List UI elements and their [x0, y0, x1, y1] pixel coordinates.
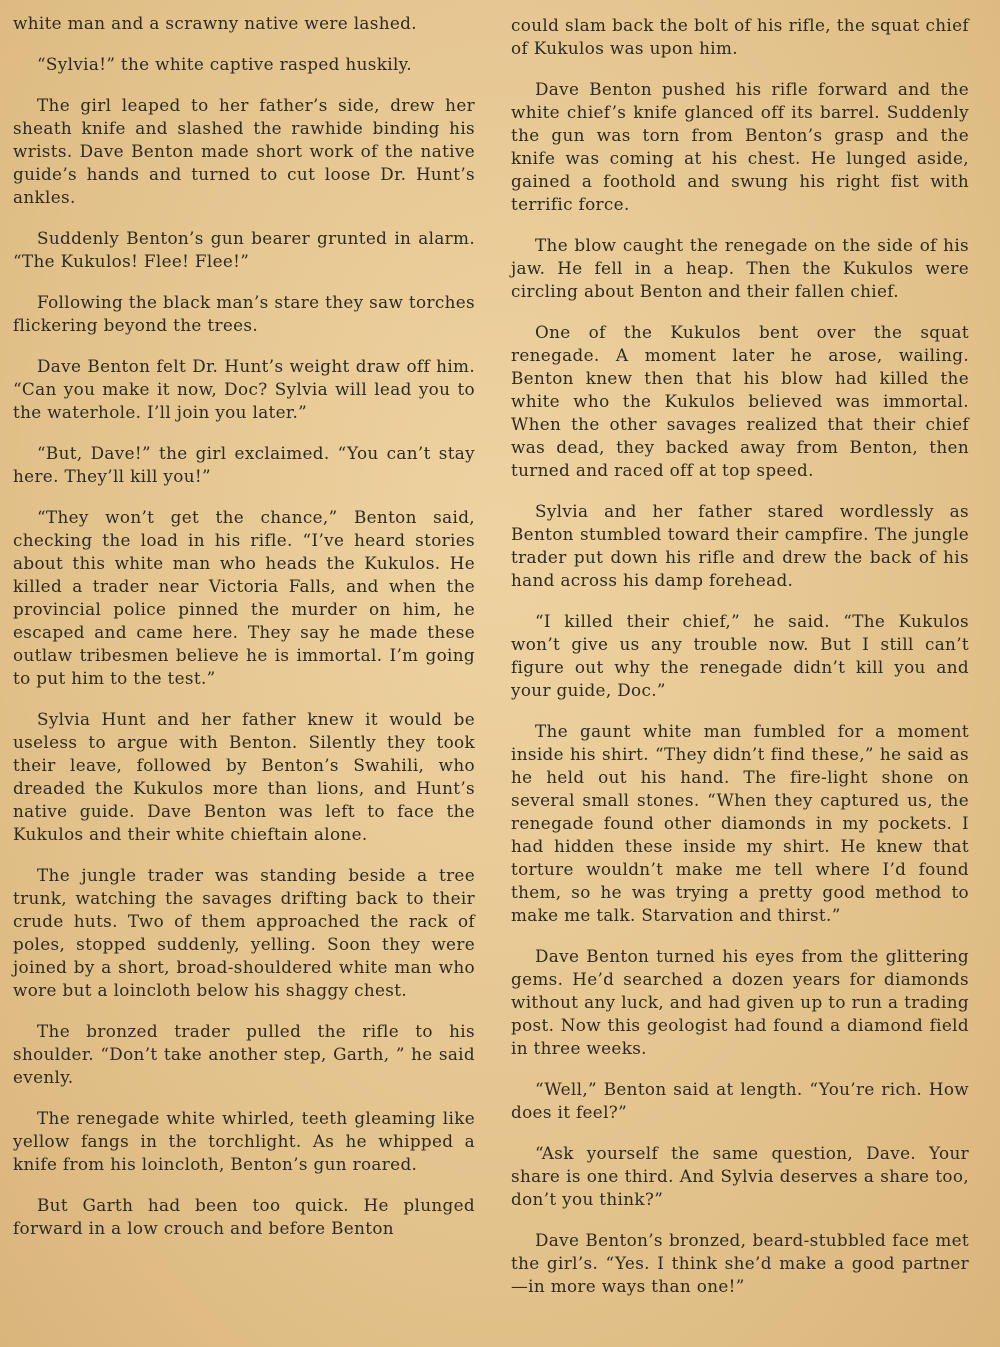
paragraph: The renegade white whirled, teeth gleaming like yellow fangs in the torchlight. As he whipped a knife from his loincloth, Benton’s gun roared. [13, 1108, 475, 1174]
paragraph: “Sylvia!” the white captive rasped huskily. [37, 54, 412, 74]
paragraph: “They won’t get the chance,” Benton said, checking the load in his rifle. “I’ve heard stories about this white man who heads the Kukulos. He killed a trader near Victoria Falls, and when the provincial police pinned the murder on him, he escaped and came here. They say he made these outlaw tribesmen believe he is immortal. I’m going to put him to the test.” [13, 507, 475, 688]
paragraph: could slam back the bolt of his rifle, the squat chief of Kukulos was upon him. [511, 15, 969, 58]
paragraph: Following the black man’s stare they saw torches flickering beyond the trees. [13, 292, 475, 335]
paragraph: Dave Benton felt Dr. Hunt’s weight draw off him. “Can you make it now, Doc? Sylvia will lead you to the waterhole. I’ll join you later.” [13, 356, 475, 422]
paragraph: white man and a scrawny native were lashed. [13, 13, 417, 33]
paragraph: Suddenly Benton’s gun bearer grunted in alarm. “The Kukulos! Flee! Flee!” [13, 228, 475, 271]
paragraph: One of the Kukulos bent over the squat renegade. A moment later he arose, wailing. Benton knew then that his blow had killed the white who the Kukulos believed was immortal. When the other savages realized that their chief was dead, they backed away from Benton, then turned and raced off at top speed. [511, 322, 969, 480]
paragraph: Sylvia Hunt and her father knew it would be useless to argue with Benton. Silently they took their leave, followed by Benton’s Swahili, who dreaded the Kukulos more than lions, and Hunt’s native guide. Dave Benton was left to face the Kukulos and their white chieftain alone. [13, 709, 475, 844]
paragraph: The girl leaped to her father’s side, drew her sheath knife and slashed the rawhide binding his wrists. Dave Benton made short work of the native guide’s hands and turned to cut loose Dr. Hunt’s ankles. [13, 95, 475, 207]
paragraph: The blow caught the renegade on the side of his jaw. He fell in a heap. Then the Kukulos were circling about Benton and their fallen chief. [511, 235, 969, 301]
paragraph: But Garth had been too quick. He plunged forward in a low crouch and before Benton [13, 1195, 475, 1238]
paragraph: The jungle trader was standing beside a tree trunk, watching the savages drifting back to their crude huts. Two of them approached the rack of poles, stopped suddenly, yelling. Soon they were joined by a short, broad-shouldered white man who wore but a loincloth below his shaggy chest. [13, 865, 475, 1000]
right-column [511, 0, 969, 1316]
paragraph: The gaunt white man fumbled for a moment inside his shirt. “They didn’t find these,” he said as he held out his hand. The fire-light shone on several small stones. “When they captured us, the renegade found other diamonds in my pockets. I had hidden these inside my shirt. He knew that torture wouldn’t make me tell where I’d found them, so he was trying a pretty good method to make me talk. Starvation and thirst.” [511, 721, 969, 925]
paragraph: “Ask yourself the same question, Dave. Your share is one third. And Sylvia deserves a share too, don’t you think?” [511, 1143, 969, 1209]
paragraph: Dave Benton turned his eyes from the glittering gems. He’d searched a dozen years for diamonds without any luck, and had given up to run a trading post. Now this geologist had found a diamond field in three weeks. [511, 946, 969, 1058]
paragraph: The bronzed trader pulled the rifle to his shoulder. “Don’t take another step, Garth, ” he said evenly. [13, 1021, 475, 1087]
paragraph: Dave Benton’s bronzed, beard-stubbled face met the girl’s. “Yes. I think she’d make a good partner—in more ways than one!” [511, 1230, 969, 1296]
left-column [13, 0, 475, 1258]
paragraph: Dave Benton pushed his rifle forward and the white chief’s knife glanced off its barrel. Suddenly the gun was torn from Benton’s grasp and the knife was coming at his chest. He lunged aside, gained a foothold and swung his right fist with terrific force. [511, 79, 969, 214]
paragraph: Sylvia and her father stared wordlessly as Benton stumbled toward their campfire. The jungle trader put down his rifle and drew the back of his hand across his damp forehead. [511, 501, 969, 590]
paragraph: “But, Dave!” the girl exclaimed. “You can’t stay here. They’ll kill you!” [13, 443, 475, 486]
paragraph: “I killed their chief,” he said. “The Kukulos won’t give us any trouble now. But I still can’t figure out why the renegade didn’t kill you and your guide, Doc.” [511, 611, 969, 700]
paragraph: “Well,” Benton said at length. “You’re rich. How does it feel?” [511, 1079, 969, 1122]
